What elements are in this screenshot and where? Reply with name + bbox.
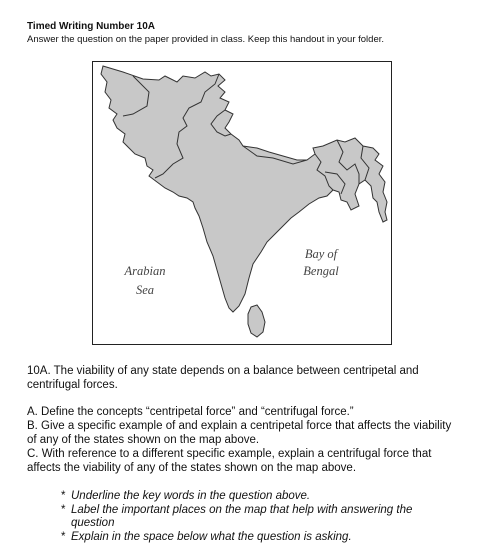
label-arabian-line2: Sea: [135, 283, 155, 297]
instruction-text: Label the important places on the map that help with answering the question: [71, 503, 413, 529]
label-arabian-line1: Arabian: [124, 264, 166, 278]
instruction-item: [61, 490, 451, 504]
label-bengal-line2: Bengal: [303, 264, 339, 278]
question-part-a: A. Define the concepts “centripetal force” and “centrifugal force.”: [27, 406, 354, 418]
label-bengal-line1: Bay of: [304, 247, 338, 261]
map-drawing: [93, 62, 393, 346]
bullet-star: *: [61, 530, 66, 543]
handout-title: Timed Writing Number 10A: [27, 21, 155, 32]
essay-question: [27, 364, 457, 475]
question-part-b: B. Give a specific example of and explain a centripetal force that affects the viability of any of the states shown on the map above.: [27, 420, 452, 446]
bullet-star: *: [61, 503, 66, 516]
question-part-c: C. With reference to a different specific example, explain a centrifugal force that affects the viability of any of the states shown on the map above.: [27, 448, 432, 474]
question-intro: 10A. The viability of any state depends on a balance between centripetal and centrifugal forces.: [27, 365, 419, 391]
handout-instructions: Answer the question on the paper provided in class. Keep this handout in your folder.: [27, 34, 385, 45]
bullet-star: *: [61, 490, 66, 502]
south-asia-map: [92, 61, 392, 345]
instruction-item: [61, 504, 451, 531]
instruction-text: Underline the key words in the question above.: [71, 490, 311, 502]
instruction-text: Explain in the space below what the question is asking.: [71, 530, 352, 543]
instruction-list: [61, 490, 451, 544]
sri-lanka-island: [248, 305, 265, 337]
instruction-item: [61, 531, 451, 545]
